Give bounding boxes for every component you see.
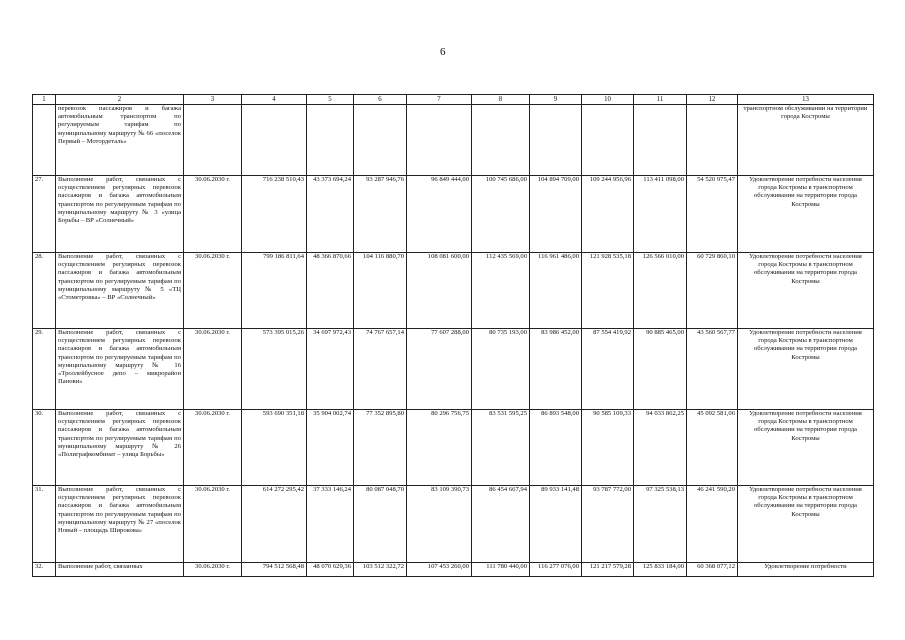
- page-number: 6: [440, 46, 446, 58]
- amount-cell: 45 092 581,06: [687, 410, 738, 486]
- amount-cell: 89 933 141,48: [530, 486, 582, 563]
- row-number: [33, 105, 56, 176]
- amount-cell: 80 735 193,00: [472, 329, 530, 410]
- amount-cell: 103 512 322,72: [354, 563, 407, 577]
- amount-cell: 54 520 975,47: [687, 176, 738, 253]
- row-number: 30.: [33, 410, 56, 486]
- amount-cell: 573 395 015,26: [242, 329, 307, 410]
- expected-result: транспортном обслуживании на территории города Костромы: [738, 105, 874, 176]
- row-number: 28.: [33, 253, 56, 329]
- amount-cell: 107 453 260,00: [407, 563, 472, 577]
- table-row: [33, 410, 874, 486]
- amount-cell: 37 333 146,24: [307, 486, 354, 563]
- amount-cell: [407, 105, 472, 176]
- completion-date: 30.06.2030 г.: [184, 410, 242, 486]
- amount-cell: 46 241 590,20: [687, 486, 738, 563]
- amount-cell: 48 070 629,36: [307, 563, 354, 577]
- amount-cell: 111 780 440,00: [472, 563, 530, 577]
- work-description: перевозок пассажиров и багажа автомобильным транспортом по регулируемым тарифам по муниципальному маршруту № 66 «поселок Первый – Мотордеталь»: [56, 105, 184, 176]
- amount-cell: 90 585 109,33: [582, 410, 634, 486]
- expected-result: Удовлетворение потребности: [738, 563, 874, 577]
- completion-date: 30.06.2030 г.: [184, 486, 242, 563]
- amount-cell: 60 729 860,10: [687, 253, 738, 329]
- amount-cell: 125 833 184,00: [634, 563, 687, 577]
- amount-cell: 74 767 657,14: [354, 329, 407, 410]
- completion-date: 30.06.2030 г.: [184, 253, 242, 329]
- table-row: [33, 253, 874, 329]
- work-description: Выполнение работ, связанных с осуществлением регулярных перевозок пассажиров и багажа автомобильным транспортом по регулируемым тарифам по муниципальному маршруту № 27 «поселок Новый – площадь Широкова»: [56, 486, 184, 563]
- row-number: 31.: [33, 486, 56, 563]
- work-description: Выполнение работ, связанных: [56, 563, 184, 577]
- column-number: 8: [472, 95, 530, 105]
- amount-cell: 104 116 880,70: [354, 253, 407, 329]
- column-number: 6: [354, 95, 407, 105]
- table-row: [33, 486, 874, 563]
- amount-cell: 794 512 568,48: [242, 563, 307, 577]
- amount-cell: [687, 105, 738, 176]
- row-number: 27.: [33, 176, 56, 253]
- column-number: 7: [407, 95, 472, 105]
- column-number: 11: [634, 95, 687, 105]
- amount-cell: 35 904 002,74: [307, 410, 354, 486]
- work-description: Выполнение работ, связанных с осуществлением регулярных перевозок пассажиров и багажа автомобильным транспортом по регулируемым тарифам по муниципальному маршруту № 3 «улица Борьбы – ВР «Солнечный»: [56, 176, 184, 253]
- amount-cell: 77 607 288,00: [407, 329, 472, 410]
- table-row: [33, 563, 874, 577]
- completion-date: 30.06.2030 г.: [184, 563, 242, 577]
- amount-cell: 97 325 538,13: [634, 486, 687, 563]
- amount-cell: 121 217 579,28: [582, 563, 634, 577]
- amount-cell: [530, 105, 582, 176]
- column-number: 1: [33, 95, 56, 105]
- amount-cell: 96 849 444,00: [407, 176, 472, 253]
- amount-cell: 112 435 569,00: [472, 253, 530, 329]
- amount-cell: [472, 105, 530, 176]
- amount-cell: 48 366 870,66: [307, 253, 354, 329]
- amount-cell: 116 277 076,00: [530, 563, 582, 577]
- column-number: 4: [242, 95, 307, 105]
- amount-cell: 43 560 567,77: [687, 329, 738, 410]
- completion-date: [184, 105, 242, 176]
- amount-cell: 108 081 600,00: [407, 253, 472, 329]
- amount-cell: 77 352 895,80: [354, 410, 407, 486]
- register-table: [32, 94, 874, 577]
- completion-date: 30.06.2030 г.: [184, 176, 242, 253]
- amount-cell: 116 961 486,00: [530, 253, 582, 329]
- amount-cell: 93 787 772,00: [582, 486, 634, 563]
- amount-cell: 60 368 077,12: [687, 563, 738, 577]
- amount-cell: 86 893 548,00: [530, 410, 582, 486]
- amount-cell: 113 411 098,00: [634, 176, 687, 253]
- expected-result: Удовлетворение потребности населения города Костромы в транспортном обслуживании на территории города Костромы: [738, 410, 874, 486]
- work-description: Выполнение работ, связанных с осуществлением регулярных перевозок пассажиров и багажа автомобильным транспортом по регулируемым тарифам по муниципальному маршруту № 16 «Троллейбусное депо – микрорайон Панови»: [56, 329, 184, 410]
- amount-cell: 716 238 510,43: [242, 176, 307, 253]
- work-description: Выполнение работ, связанных с осуществлением регулярных перевозок пассажиров и багажа автомобильным транспортом по регулируемым тарифам по муниципальному маршруту № 26 «Полиграфкомбинат – улица Борьбы»: [56, 410, 184, 486]
- column-number: 13: [738, 95, 874, 105]
- table-row: [33, 176, 874, 253]
- amount-cell: 799 186 811,64: [242, 253, 307, 329]
- amount-cell: 83 531 595,25: [472, 410, 530, 486]
- expected-result: Удовлетворение потребности населения города Костромы в транспортном обслуживании на территории города Костромы: [738, 486, 874, 563]
- amount-cell: 90 885 465,00: [634, 329, 687, 410]
- table-row: [33, 105, 874, 176]
- amount-cell: 83 986 452,00: [530, 329, 582, 410]
- amount-cell: 86 454 667,94: [472, 486, 530, 563]
- completion-date: 30.06.2030 г.: [184, 329, 242, 410]
- amount-cell: 593 690 351,18: [242, 410, 307, 486]
- amount-cell: 87 554 419,92: [582, 329, 634, 410]
- amount-cell: 94 033 862,25: [634, 410, 687, 486]
- amount-cell: 104 894 709,00: [530, 176, 582, 253]
- table-row: [33, 329, 874, 410]
- column-number: 9: [530, 95, 582, 105]
- column-number: 10: [582, 95, 634, 105]
- amount-cell: 80 087 048,70: [354, 486, 407, 563]
- expected-result: Удовлетворение потребности населения города Костромы в транспортном обслуживании на территории города Костромы: [738, 176, 874, 253]
- amount-cell: 121 928 535,18: [582, 253, 634, 329]
- amount-cell: [307, 105, 354, 176]
- row-number: 32.: [33, 563, 56, 577]
- amount-cell: 109 244 956,96: [582, 176, 634, 253]
- amount-cell: 34 697 972,43: [307, 329, 354, 410]
- amount-cell: [354, 105, 407, 176]
- amount-cell: 614 272 295,42: [242, 486, 307, 563]
- column-number: 5: [307, 95, 354, 105]
- work-description: Выполнение работ, связанных с осуществлением регулярных перевозок пассажиров и багажа автомобильным транспортом по регулируемым тарифам по муниципальному маршруту № 5 «ТЦ «Стометровка» – ВР «Солнечный»: [56, 253, 184, 329]
- amount-cell: [634, 105, 687, 176]
- amount-cell: [242, 105, 307, 176]
- row-number: 29.: [33, 329, 56, 410]
- column-number: 12: [687, 95, 738, 105]
- expected-result: Удовлетворение потребности населения города Костромы в транспортном обслуживании на территории города Костромы: [738, 329, 874, 410]
- column-number: 2: [56, 95, 184, 105]
- amount-cell: 43 373 694,24: [307, 176, 354, 253]
- amount-cell: 100 745 686,00: [472, 176, 530, 253]
- amount-cell: 80 296 756,75: [407, 410, 472, 486]
- amount-cell: 126 566 010,00: [634, 253, 687, 329]
- amount-cell: 93 287 946,76: [354, 176, 407, 253]
- column-number-row: [33, 95, 874, 105]
- expected-result: Удовлетворение потребности населения города Костромы в транспортном обслуживании на территории города Костромы: [738, 253, 874, 329]
- amount-cell: [582, 105, 634, 176]
- column-number: 3: [184, 95, 242, 105]
- amount-cell: 83 109 390,73: [407, 486, 472, 563]
